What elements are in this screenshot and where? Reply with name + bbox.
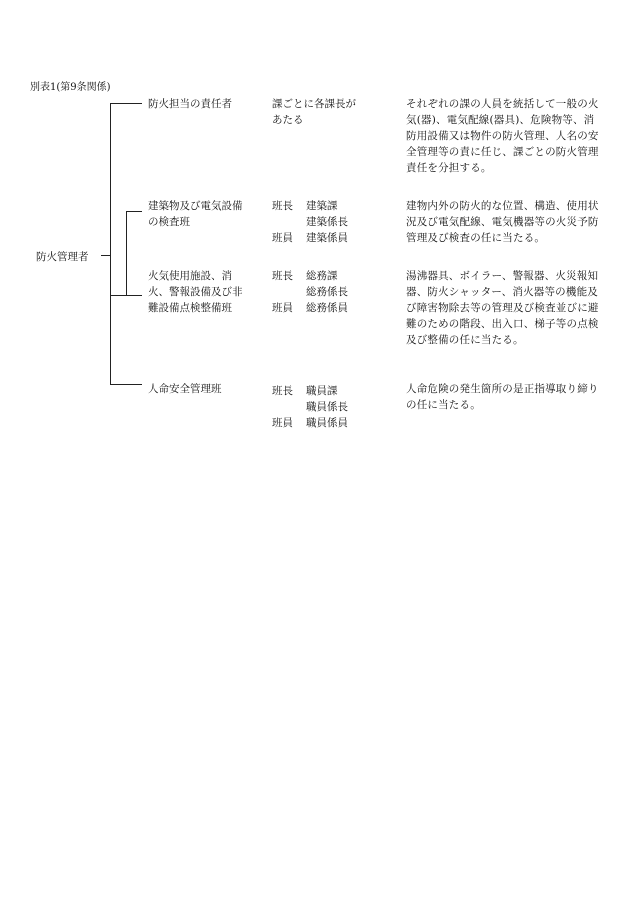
member-role: 班長 bbox=[272, 385, 293, 397]
member-list bbox=[272, 268, 372, 316]
member-list bbox=[272, 383, 372, 431]
fire-manager-label: 防火管理者 bbox=[36, 251, 89, 263]
duty-description: それぞれの課の人員を統括して一般の火気(器)、電気配線(器具)、危険物等、消防用設備又は物件の防火管理、人名の安全管理等の責に任じ、課ごとの防火管理責任を分担する。 bbox=[406, 98, 599, 174]
member-row bbox=[272, 230, 372, 246]
member-row bbox=[272, 415, 372, 431]
member-list bbox=[272, 198, 372, 246]
member-row bbox=[272, 268, 372, 284]
duty-description: 建物内外の防火的な位置、構造、使用状況及び電気配線、電気機器等の火災予防管理及び検査の任に当たる。 bbox=[406, 200, 599, 244]
role-name-building-inspection: 建築物及び電気設備の検査班 bbox=[148, 200, 243, 228]
member-name: 職員課 bbox=[306, 385, 338, 397]
role-name-fire-equipment: 火気使用施設、消火、警報設備及び非難設備点検整備班 bbox=[148, 270, 243, 314]
member-row bbox=[272, 198, 372, 214]
member-row bbox=[272, 399, 372, 415]
member-role: 班員 bbox=[272, 232, 293, 244]
member-role: 班員 bbox=[272, 302, 293, 314]
member-role: 班長 bbox=[272, 270, 293, 282]
member-row bbox=[272, 284, 372, 300]
member-name: 総務係長 bbox=[306, 286, 348, 298]
member-name: 総務係員 bbox=[306, 302, 348, 314]
member-name: 職員係長 bbox=[306, 401, 348, 413]
role-name-fire-officer: 防火担当の責任者 bbox=[148, 98, 232, 110]
member-role: 班長 bbox=[272, 200, 293, 212]
table-caption: 別表1(第9条関係) bbox=[30, 82, 111, 93]
member-row bbox=[272, 214, 372, 230]
member-name: 総務課 bbox=[306, 270, 338, 282]
duty-description: 湯沸器具、ボイラー、警報器、火災報知器、防火シャッター、消火器等の機能及び障害物除去等の管理及び検査並びに避難のための階段、出入口、梯子等の点検及び整備の任に当たる。 bbox=[406, 270, 599, 346]
duty-description: 人命危険の発生箇所の是正指導取り締りの任に当たる。 bbox=[406, 383, 599, 411]
member-name: 建築係長 bbox=[306, 216, 348, 228]
member-role: 班員 bbox=[272, 417, 293, 429]
member-name: 建築課 bbox=[306, 200, 338, 212]
member-row bbox=[272, 300, 372, 316]
role-name-life-safety: 人命安全管理班 bbox=[148, 383, 222, 395]
member-row bbox=[272, 383, 372, 399]
member-name: 職員係員 bbox=[306, 417, 348, 429]
member-name: 建築係員 bbox=[306, 232, 348, 244]
dept-assignment: 課ごとに各課長があたる bbox=[272, 98, 356, 126]
